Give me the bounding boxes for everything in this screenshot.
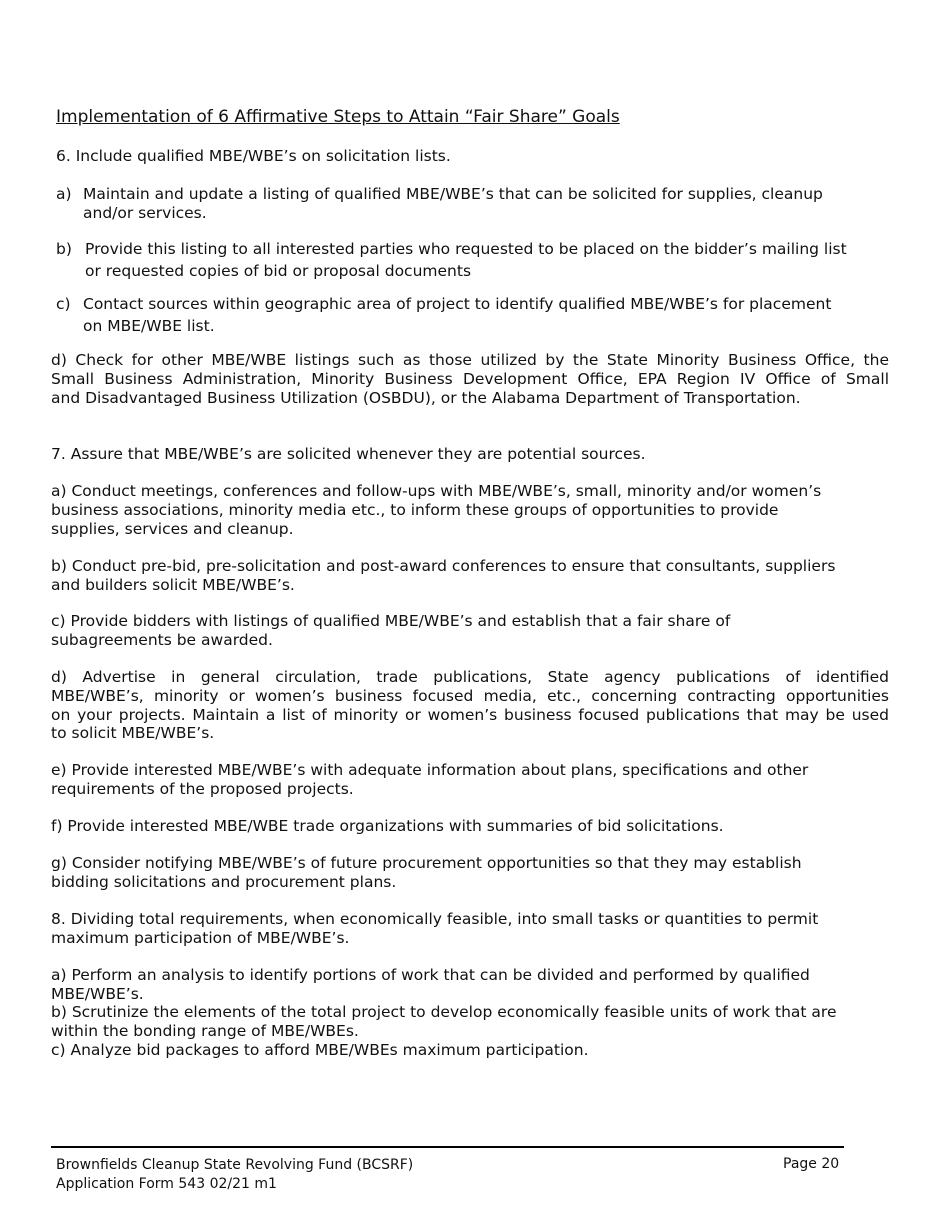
- step-6a-label: a): [56, 185, 72, 203]
- step-7f-line-1: f) Provide interested MBE/WBE trade organizations with summaries of bid solicitations.: [51, 817, 724, 835]
- step-6c-line-2: on MBE/WBE list.: [83, 317, 215, 335]
- footer-page-number: Page 20: [783, 1156, 840, 1172]
- footer-fund-name: Brownfields Cleanup State Revolving Fund (BCSRF): [56, 1157, 414, 1173]
- step-6a-line-1: Maintain and update a listing of qualified MBE/WBE’s that can be solicited for supplies, cleanup: [83, 185, 823, 203]
- step-7b-line-2: and builders solicit MBE/WBE’s.: [51, 576, 295, 594]
- step-7a-line-3: supplies, services and cleanup.: [51, 520, 294, 538]
- step-8a-line-1: a) Perform an analysis to identify portions of work that can be divided and performed by qualified: [51, 966, 810, 984]
- step-7g-line-2: bidding solicitations and procurement plans.: [51, 873, 397, 891]
- step-7c-line-1: c) Provide bidders with listings of qualified MBE/WBE’s and establish that a fair share of: [51, 612, 731, 630]
- step-6c-line-1: Contact sources within geographic area of project to identify qualified MBE/WBE’s for placement: [83, 295, 832, 313]
- step-7d-line-1: d) Advertise in general circulation, trade publications, State agency publications of identified: [51, 668, 889, 686]
- step-7-title: 7. Assure that MBE/WBE’s are solicited whenever they are potential sources.: [51, 445, 646, 463]
- step-6d-line-1: d) Check for other MBE/WBE listings such as those utilized by the State Minority Business Office, the: [51, 351, 889, 369]
- step-7b-line-1: b) Conduct pre-bid, pre-solicitation and post-award conferences to ensure that consultants, suppliers: [51, 557, 836, 575]
- step-7a-line-2: business associations, minority media etc., to inform these groups of opportunities to provide: [51, 501, 779, 519]
- step-6b-label: b): [56, 240, 72, 258]
- step-7c-line-2: subagreements be awarded.: [51, 631, 273, 649]
- page-heading: Implementation of 6 Affirmative Steps to Attain “Fair Share” Goals: [56, 107, 620, 127]
- step-7e-line-2: requirements of the proposed projects.: [51, 780, 354, 798]
- step-6d-line-2: Small Business Administration, Minority Business Development Office, EPA Region IV Office of Small: [51, 370, 889, 388]
- step-6b-line-1: Provide this listing to all interested parties who requested to be placed on the bidder’s mailing list: [85, 240, 847, 258]
- step-7d-line-4: to solicit MBE/WBE’s.: [51, 724, 215, 742]
- step-8a-line-2: MBE/WBE’s.: [51, 985, 144, 1003]
- step-6d-line-3: and Disadvantaged Business Utilization (OSBDU), or the Alabama Department of Transportation.: [51, 389, 801, 407]
- step-6-title: 6. Include qualified MBE/WBE’s on solicitation lists.: [56, 147, 451, 165]
- step-7d-line-3: on your projects. Maintain a list of minority or women’s business focused publications that may be used: [51, 706, 889, 724]
- footer-form-id: Application Form 543 02/21 m1: [56, 1176, 277, 1192]
- footer-divider: [51, 1146, 844, 1148]
- step-7d-line-2: MBE/WBE’s, minority or women’s business focused media, etc., concerning contracting opportunities: [51, 687, 889, 705]
- step-8c-line-1: c) Analyze bid packages to afford MBE/WBEs maximum participation.: [51, 1041, 589, 1059]
- step-8-title-line-2: maximum participation of MBE/WBE’s.: [51, 929, 350, 947]
- step-6a-line-2: and/or services.: [83, 204, 207, 222]
- step-6c-label: c): [56, 295, 71, 313]
- step-8-title-line-1: 8. Dividing total requirements, when economically feasible, into small tasks or quantities to permit: [51, 910, 819, 928]
- step-6b-line-2: or requested copies of bid or proposal documents: [85, 262, 472, 280]
- step-8b-line-2: within the bonding range of MBE/WBEs.: [51, 1022, 359, 1040]
- step-7a-line-1: a) Conduct meetings, conferences and follow-ups with MBE/WBE’s, small, minority and/or women’s: [51, 482, 822, 500]
- step-7g-line-1: g) Consider notifying MBE/WBE’s of future procurement opportunities so that they may establish: [51, 854, 802, 872]
- step-8b-line-1: b) Scrutinize the elements of the total project to develop economically feasible units of work that are: [51, 1003, 837, 1021]
- step-7e-line-1: e) Provide interested MBE/WBE’s with adequate information about plans, specifications and other: [51, 761, 809, 779]
